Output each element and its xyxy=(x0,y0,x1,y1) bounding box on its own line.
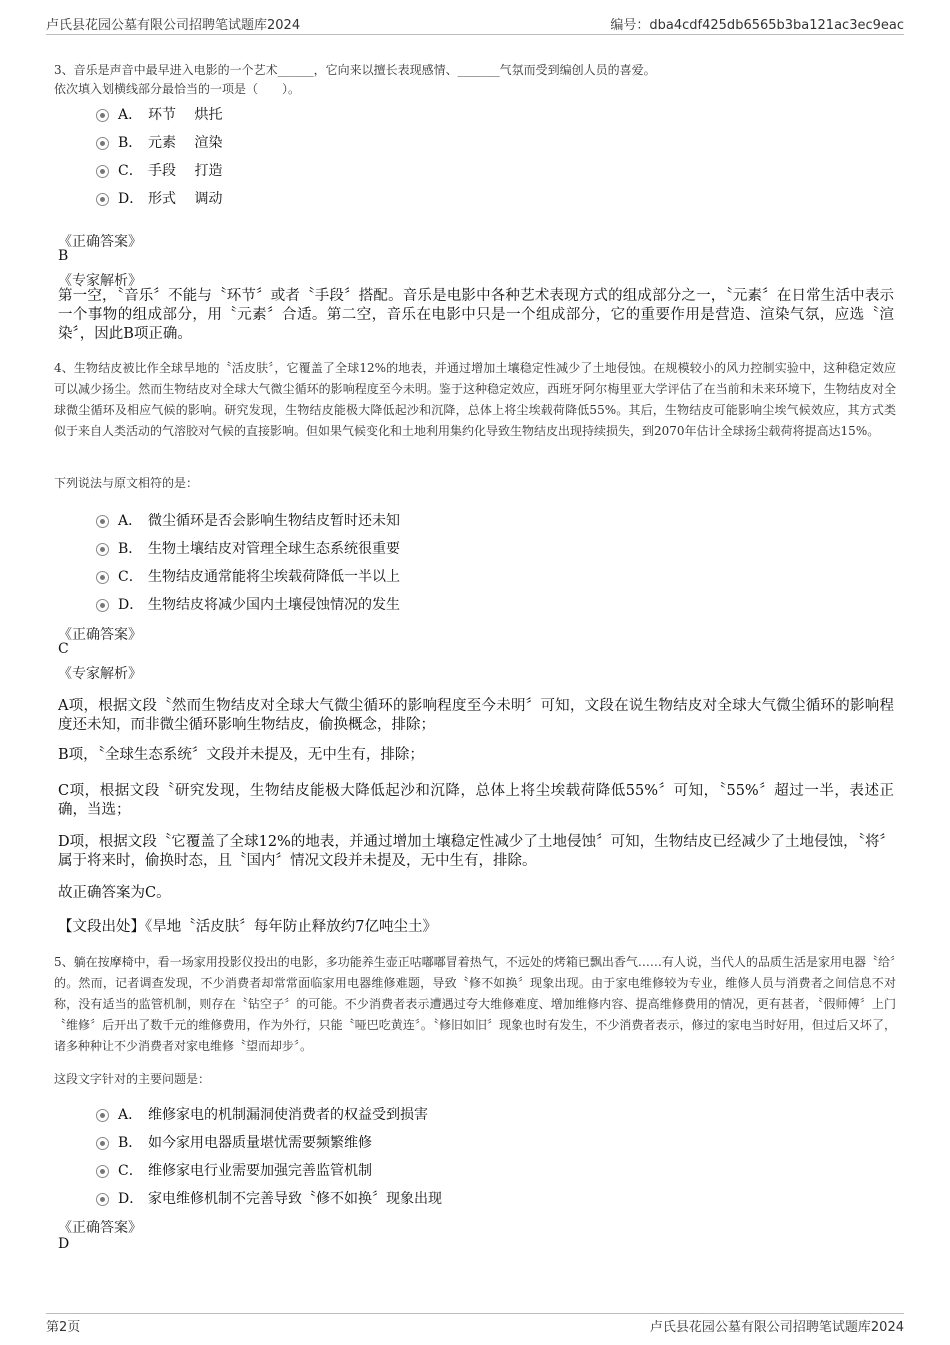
q3-analysis-label: 《专家解析》 xyxy=(58,273,142,289)
q3-analysis: 第一空，〝音乐〞不能与〝环节〞或者〝手段〞搭配。音乐是电影中各种艺术表现方式的组成部分之一，〝元素〞在日常生活中表示一个事物的组成部分，用〝元素〞合适。第二空，音乐在电影中只是一个组成部分，它的重要作用是营造、渲染气氛，应选〝渲染〞，因此B项正确。 xyxy=(58,288,894,342)
q4-analysis-a: A项，根据文段〝然而生物结皮对全球大气微尘循环的影响程度至今未明〞可知，文段在说生物结皮对全球大气微尘循环的影响程度还未知，而非微尘循环影响生物结皮，偷换概念，排除； xyxy=(58,698,894,733)
option-letter: D． xyxy=(118,597,144,613)
option-text: 生物土壤结皮对管理全球生态系统很重要 xyxy=(148,541,400,557)
radio-icon[interactable] xyxy=(96,193,109,206)
q4-analysis-d: D项，根据文段〝它覆盖了全球12%的地表，并通过增加土壤稳定性减少了土地侵蚀〞可知，生物结皮已经减少了土地侵蚀，〝将〞属于将来时，偷换时态，且〝国内〞情况文段并未提及，无中生有，排除。 xyxy=(58,834,894,869)
option-text: 维修家电行业需要加强完善监管机制 xyxy=(148,1163,372,1179)
q5-prompt: 这段文字针对的主要问题是： xyxy=(54,1072,211,1086)
q4-source: 【文段出处】《旱地〝活皮肤〞每年防止释放约7亿吨尘土》 xyxy=(58,919,437,935)
option-text: 生物结皮将减少国内土壤侵蚀情况的发生 xyxy=(148,597,400,613)
radio-icon[interactable] xyxy=(96,571,109,584)
option-letter: A． xyxy=(118,107,143,123)
q3-answer-label: 《正确答案》 xyxy=(58,234,142,250)
q5-stem: 5、躺在按摩椅中，看一场家用投影仪投出的电影，多功能养生壶正咕嘟嘟冒着热气，不远处的烤箱已飘出香气……有人说，当代人的品质生活是家用电器〝给〞的。然而，记者调查发现，不少消费者却常常面临家用电器维修难题，导致〝修不如换〞现象出现。由于家电维修较为专业，维修人员与消费者之间信息不对称，没有适当的监管机制，则存在〝钻空子〞的可能。不少消费者表示遭遇过夸大维修难度、增加维修内容、提高维修费用的情况，更有甚者，〝假师傅〞上门〝维修〞后开出了数千元的维修费用，作为外行，只能〝哑巴吃黄连〞。〝修旧如旧〞现象也时有发生，不少消费者表示，修过的家电当时好用，但过后又坏了，诸多种种让不少消费者对家电维修〝望而却步〞。 xyxy=(54,955,896,1053)
q4-prompt: 下列说法与原文相符的是： xyxy=(54,476,199,490)
radio-icon[interactable] xyxy=(96,1109,109,1122)
q4-analysis-b: B项，〝全球生态系统〞文段并未提及，无中生有，排除； xyxy=(58,747,424,763)
option-text: 形式 调动 xyxy=(148,191,223,207)
option-text: 家电维修机制不完善导致〝修不如换〞现象出现 xyxy=(148,1191,442,1207)
radio-icon[interactable] xyxy=(96,1193,109,1206)
radio-icon[interactable] xyxy=(96,165,109,178)
q5-answer-label: 《正确答案》 xyxy=(58,1220,142,1236)
option-letter: B． xyxy=(118,1135,143,1151)
q4-analysis-label: 《专家解析》 xyxy=(58,666,142,682)
radio-icon[interactable] xyxy=(96,1165,109,1178)
q4-answer-label: 《正确答案》 xyxy=(58,627,142,643)
option-text: 微尘循环是否会影响生物结皮暂时还未知 xyxy=(148,513,400,529)
option-letter: B． xyxy=(118,541,143,557)
option-text: 环节 烘托 xyxy=(148,107,223,123)
q3-stem: 3、音乐是声音中最早进入电影的一个艺术______，它向来以擅长表现感情、_______气氛而受到编创人员的喜爱。 xyxy=(54,63,656,77)
option-text: 维修家电的机制漏洞使消费者的权益受到损害 xyxy=(148,1107,428,1123)
q4-answer: C xyxy=(58,641,69,657)
option-letter: D． xyxy=(118,191,144,207)
page-header xyxy=(46,14,904,35)
footer-title: 卢氏县花园公墓有限公司招聘笔试题库2024 xyxy=(649,1320,904,1335)
radio-icon[interactable] xyxy=(96,1137,109,1150)
option-letter: C． xyxy=(118,163,143,179)
option-letter: B． xyxy=(118,135,143,151)
option-text: 生物结皮通常能将尘埃载荷降低一半以上 xyxy=(148,569,400,585)
option-text: 元素 渲染 xyxy=(148,135,223,151)
radio-icon[interactable] xyxy=(96,543,109,556)
header-title: 卢氏县花园公墓有限公司招聘笔试题库2024 xyxy=(46,18,301,33)
radio-icon[interactable] xyxy=(96,137,109,150)
q4-conclusion: 故正确答案为C。 xyxy=(58,885,171,901)
q4-stem: 4、生物结皮被比作全球旱地的〝活皮肤〞，它覆盖了全球12%的地表，并通过增加土壤稳定性减少了土地侵蚀。在规模较小的风力控制实验中，这种稳定效应可以减少扬尘。然而生物结皮对全球大气微尘循环的影响程度至今未明。鉴于这种稳定效应，西班牙阿尔梅里亚大学评估了在当前和未来环境下，生物结皮对全球微尘循环及相应气候的影响。研究发现，生物结皮能极大降低起沙和沉降，总体上将尘埃载荷降低55%。其后，生物结皮可能影响尘埃气候效应，其方式类似于来自人类活动的气溶胶对气候的直接影响。但如果气候变化和土地利用集约化导致生物结皮出现持续损失，到2070年估计全球扬尘载荷将提高达15%。 xyxy=(54,361,896,438)
radio-icon[interactable] xyxy=(96,515,109,528)
option-text: 如今家用电器质量堪忧需要频繁维修 xyxy=(148,1135,372,1151)
option-letter: A． xyxy=(118,1107,143,1123)
radio-icon[interactable] xyxy=(96,599,109,612)
option-letter: D． xyxy=(118,1191,144,1207)
q3-answer: B xyxy=(58,248,69,264)
option-text: 手段 打造 xyxy=(148,163,223,179)
q5-answer: D xyxy=(58,1236,70,1252)
page-footer xyxy=(46,1313,904,1336)
radio-icon[interactable] xyxy=(96,109,109,122)
page-number: 第2页 xyxy=(46,1320,81,1335)
q3-prompt: 依次填入划横线部分最恰当的一项是（ ）。 xyxy=(54,82,301,96)
option-letter: C． xyxy=(118,1163,143,1179)
option-letter: A． xyxy=(118,513,143,529)
option-letter: C． xyxy=(118,569,143,585)
document-code: 编号：dba4cdf425db6565b3ba121ac3ec9eac xyxy=(610,18,904,33)
q4-analysis-c: C项，根据文段〝研究发现，生物结皮能极大降低起沙和沉降，总体上将尘埃载荷降低55%〞可知，〝55%〞超过一半，表述正确，当选； xyxy=(58,783,894,818)
